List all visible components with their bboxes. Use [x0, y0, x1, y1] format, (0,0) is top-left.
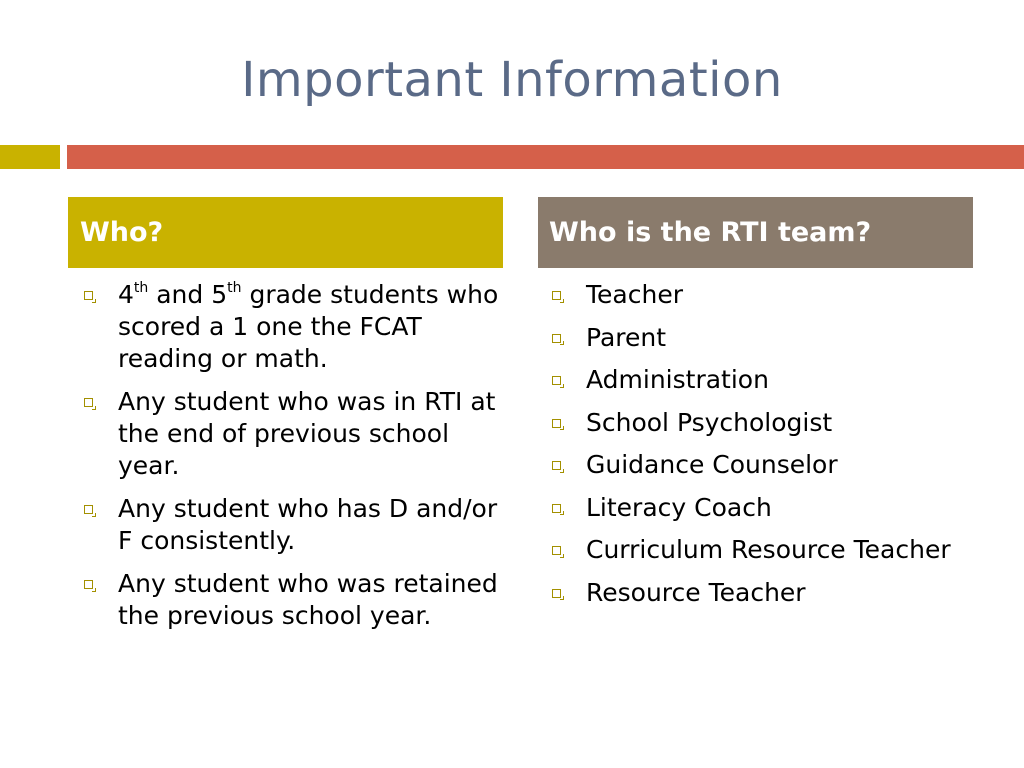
list-item — [80, 279, 500, 375]
list-item-text: Literacy Coach — [586, 492, 772, 522]
square-bullet-icon — [84, 291, 93, 300]
list-item — [548, 492, 968, 524]
list-item — [548, 279, 968, 311]
list-item — [80, 386, 500, 482]
square-bullet-icon — [84, 505, 93, 514]
left-bullet-list — [80, 279, 500, 643]
list-item-text: Any student who was in RTI at the end of previous school year. — [118, 387, 496, 480]
list-item — [80, 493, 500, 557]
list-item-text: Parent — [586, 322, 667, 352]
list-item-text: Administration — [586, 365, 769, 394]
list-item — [548, 534, 968, 566]
list-item — [548, 364, 968, 396]
square-bullet-icon — [84, 398, 93, 407]
square-bullet-icon — [552, 504, 561, 513]
list-item — [548, 407, 968, 439]
left-column-header — [68, 197, 503, 268]
list-item-text: School Psychologist — [586, 407, 833, 437]
list-item-text: Resource Teacher — [586, 577, 806, 607]
slide-title: Important Information — [241, 52, 783, 108]
square-bullet-icon — [552, 546, 561, 555]
square-bullet-icon — [552, 291, 561, 300]
list-item — [548, 577, 968, 609]
square-bullet-icon — [552, 461, 561, 470]
right-bullet-list — [548, 279, 968, 619]
square-bullet-icon — [552, 376, 561, 385]
square-bullet-icon — [552, 334, 561, 343]
right-column-header-text: Who is the RTI team? — [549, 217, 872, 248]
list-item-text: Curriculum Resource Teacher — [586, 535, 951, 564]
square-bullet-icon — [84, 580, 93, 589]
left-column-header-text: Who? — [80, 217, 164, 248]
square-bullet-icon — [552, 589, 561, 598]
list-item-text: Any student who was retained the previous school year. — [118, 569, 498, 630]
list-item — [548, 322, 968, 354]
list-item-text: Teacher — [586, 280, 683, 309]
list-item — [548, 449, 968, 481]
list-item — [80, 568, 500, 632]
accent-bar-yellow — [0, 145, 60, 169]
list-item-text: Guidance Counselor — [586, 450, 838, 479]
list-item-text: 4th and 5th grade students who scored a 1 one the FCAT reading or math. — [118, 279, 499, 373]
square-bullet-icon — [552, 419, 561, 428]
list-item-text: Any student who has D and/or F consistently. — [118, 494, 498, 555]
accent-bar-orange — [67, 145, 1024, 169]
right-column-header — [538, 197, 973, 268]
